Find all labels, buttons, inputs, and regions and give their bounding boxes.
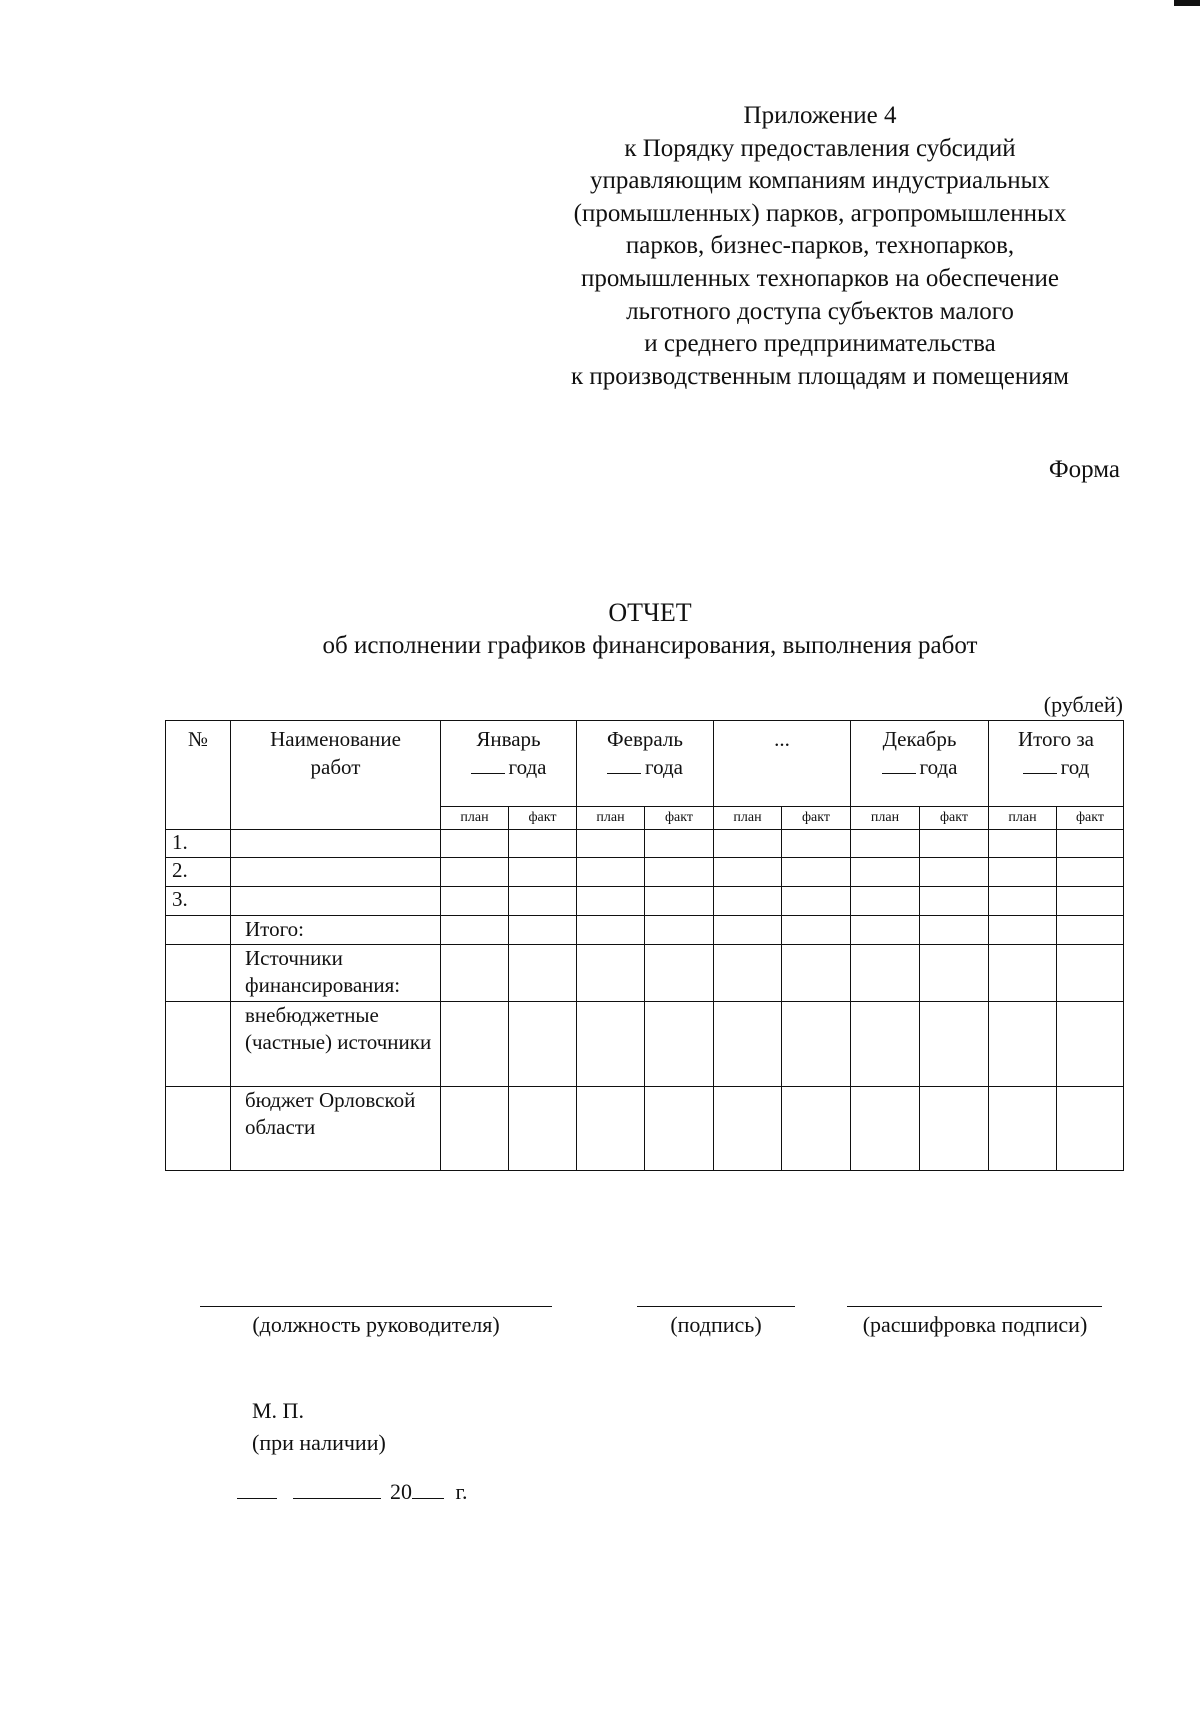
blank-year-field: [607, 755, 641, 774]
plan-value-cell: [989, 916, 1057, 945]
annex-header: [520, 100, 1120, 393]
plan-value-cell: [851, 916, 920, 945]
plan-value-cell: [851, 858, 920, 887]
header-period-december: [851, 721, 989, 807]
plan-value-cell: [851, 945, 920, 1002]
plan-value-cell: [577, 1002, 645, 1087]
plan-value-cell: [714, 887, 782, 916]
plan-value-cell: [441, 945, 509, 1002]
subheader-fact: факт: [645, 807, 714, 830]
fact-value-cell: [509, 858, 577, 887]
date-day-blank: [237, 1476, 277, 1499]
blank-year-field: [1023, 755, 1057, 774]
annex-line: льготного доступа субъектов малого: [626, 297, 1014, 325]
annex-line: к Порядку предоставления субсидий: [624, 134, 1016, 162]
plan-value-cell: [577, 1087, 645, 1171]
fact-value-cell: [1057, 887, 1124, 916]
signature-sign-caption: (подпись): [670, 1312, 762, 1337]
annex-line: (промышленных) парков, агропромышленных: [573, 199, 1067, 227]
subheader-plan: план: [714, 807, 782, 830]
fact-value-cell: [782, 830, 851, 858]
plan-value-cell: [989, 887, 1057, 916]
stamp-block: [252, 1395, 386, 1459]
subheader-fact: факт: [782, 807, 851, 830]
row-name: [231, 858, 441, 887]
report-subtitle: об исполнении графиков финансирования, выполнения работ: [322, 632, 978, 659]
subheader-plan: план: [989, 807, 1057, 830]
plan-value-cell: [989, 1087, 1057, 1171]
fact-value-cell: [1057, 945, 1124, 1002]
period-year-word: года: [645, 755, 683, 779]
header-name-line: работ: [310, 755, 361, 779]
signature-decoding-line: [847, 1306, 1102, 1307]
fact-value-cell: [920, 1087, 989, 1171]
signature-position-caption: (должность руководителя): [252, 1312, 500, 1337]
header-period-ellipsis: [714, 721, 851, 807]
subheader-plan: план: [851, 807, 920, 830]
period-label: Декабрь: [882, 727, 957, 751]
subheader-fact: факт: [1057, 807, 1124, 830]
fact-value-cell: [782, 1002, 851, 1087]
plan-value-cell: [989, 830, 1057, 858]
report-title: ОТЧЕТ: [608, 598, 692, 627]
plan-value-cell: [441, 858, 509, 887]
form-label: Форма: [1048, 456, 1120, 483]
period-label: Январь: [476, 727, 541, 751]
annex-line: управляющим компаниям индустриальных: [590, 167, 1050, 195]
header-num: [166, 721, 231, 830]
fact-value-cell: [782, 858, 851, 887]
signature-sign-line: [637, 1306, 795, 1307]
fact-value-cell: [509, 830, 577, 858]
header-period-total: [989, 721, 1124, 807]
plan-value-cell: [441, 1087, 509, 1171]
header-name: [231, 721, 441, 830]
period-year-line: [441, 753, 576, 781]
fact-value-cell: [920, 916, 989, 945]
period-year-word: года: [919, 755, 958, 779]
fact-value-cell: [920, 858, 989, 887]
fact-value-cell: [645, 858, 714, 887]
fact-value-cell: [509, 1087, 577, 1171]
table-row: [166, 830, 1124, 858]
signature-position-line: [200, 1306, 552, 1307]
fact-value-cell: [509, 916, 577, 945]
row-number: [166, 1087, 231, 1171]
plan-value-cell: [989, 858, 1057, 887]
header-period-january: [441, 721, 577, 807]
plan-value-cell: [577, 830, 645, 858]
row-number: [166, 1002, 231, 1087]
annex-line: к производственным площадям и помещениям: [571, 362, 1069, 390]
annex-line: Приложение 4: [743, 102, 897, 129]
row-number: 2.: [166, 858, 231, 887]
fact-value-cell: [645, 830, 714, 858]
plan-value-cell: [989, 945, 1057, 1002]
period-label: Итого за: [1017, 727, 1095, 751]
period-year-line: [851, 753, 988, 781]
signature-decoding-caption: (расшифровка подписи): [862, 1312, 1088, 1337]
fact-value-cell: [509, 945, 577, 1002]
fact-value-cell: [782, 945, 851, 1002]
date-year-blank: [412, 1476, 444, 1499]
plan-value-cell: [714, 945, 782, 1002]
plan-value-cell: [714, 1087, 782, 1171]
scan-corner-mark: [1174, 0, 1200, 6]
plan-value-cell: [577, 916, 645, 945]
fact-value-cell: [509, 1002, 577, 1087]
date-month-blank: [293, 1476, 381, 1499]
header-num-text: №: [187, 727, 209, 751]
table-row: [166, 1087, 1124, 1171]
plan-value-cell: [441, 887, 509, 916]
fact-value-cell: [645, 887, 714, 916]
fact-value-cell: [1057, 1087, 1124, 1171]
annex-line: и среднего предпринимательства: [644, 330, 996, 358]
fact-value-cell: [645, 916, 714, 945]
period-label: ...: [774, 727, 790, 751]
blank-year-field: [882, 755, 916, 774]
row-number: 3.: [166, 887, 231, 916]
subheader-fact: факт: [920, 807, 989, 830]
plan-value-cell: [441, 830, 509, 858]
table-row: [166, 887, 1124, 916]
date-year-prefix: 20: [390, 1479, 412, 1504]
row-number: [166, 945, 231, 1002]
annex-line: парков, бизнес-парков, технопарков,: [625, 232, 1015, 260]
table-row: [166, 916, 1124, 945]
plan-value-cell: [714, 858, 782, 887]
plan-value-cell: [714, 1002, 782, 1087]
row-number: [166, 916, 231, 945]
period-year-line: [989, 753, 1123, 781]
table-row: [166, 945, 1124, 1002]
plan-value-cell: [714, 916, 782, 945]
fact-value-cell: [1057, 1002, 1124, 1087]
fact-value-cell: [1057, 858, 1124, 887]
fact-value-cell: [1057, 830, 1124, 858]
row-number: 1.: [166, 830, 231, 858]
header-period-february: [577, 721, 714, 807]
fact-value-cell: [1057, 916, 1124, 945]
stamp-label: М. П.: [252, 1398, 304, 1423]
fact-value-cell: [509, 887, 577, 916]
fact-value-cell: [920, 887, 989, 916]
period-year-word: год: [1060, 755, 1090, 779]
plan-value-cell: [851, 1002, 920, 1087]
subheader-plan: план: [441, 807, 509, 830]
plan-value-cell: [851, 887, 920, 916]
row-name: [231, 830, 441, 858]
date-line: [237, 1476, 468, 1505]
plan-value-cell: [577, 858, 645, 887]
plan-value-cell: [441, 1002, 509, 1087]
row-name: Итого:: [231, 916, 441, 945]
plan-value-cell: [851, 830, 920, 858]
row-name: бюджет Орловской области: [231, 1087, 441, 1171]
date-suffix: г.: [455, 1479, 468, 1504]
row-name: [231, 887, 441, 916]
plan-value-cell: [714, 830, 782, 858]
row-name: внебюджетные (частные) источники: [231, 1002, 441, 1087]
period-label: Февраль: [607, 727, 683, 751]
stamp-note: (при наличии): [252, 1430, 386, 1455]
fact-value-cell: [920, 1002, 989, 1087]
period-year-word: года: [508, 755, 547, 779]
fact-value-cell: [920, 945, 989, 1002]
row-name: Источники финансирования:: [231, 945, 441, 1002]
plan-value-cell: [441, 916, 509, 945]
units-label: (рублей): [1043, 692, 1123, 717]
table-row: [166, 858, 1124, 887]
annex-line: промышленных технопарков на обеспечение: [581, 264, 1059, 292]
blank-year-field: [471, 755, 505, 774]
plan-value-cell: [989, 1002, 1057, 1087]
subheader-plan: план: [577, 807, 645, 830]
fact-value-cell: [782, 916, 851, 945]
fact-value-cell: [645, 945, 714, 1002]
fact-value-cell: [782, 887, 851, 916]
period-year-line: [577, 753, 713, 781]
fact-value-cell: [782, 1087, 851, 1171]
subheader-fact: факт: [509, 807, 577, 830]
fact-value-cell: [645, 1087, 714, 1171]
plan-value-cell: [851, 1087, 920, 1171]
report-table: [165, 720, 1124, 1171]
header-name-line: Наименование: [270, 727, 401, 751]
table-row: [166, 1002, 1124, 1087]
table-body: [166, 830, 1124, 1171]
fact-value-cell: [920, 830, 989, 858]
plan-value-cell: [577, 887, 645, 916]
fact-value-cell: [645, 1002, 714, 1087]
plan-value-cell: [577, 945, 645, 1002]
